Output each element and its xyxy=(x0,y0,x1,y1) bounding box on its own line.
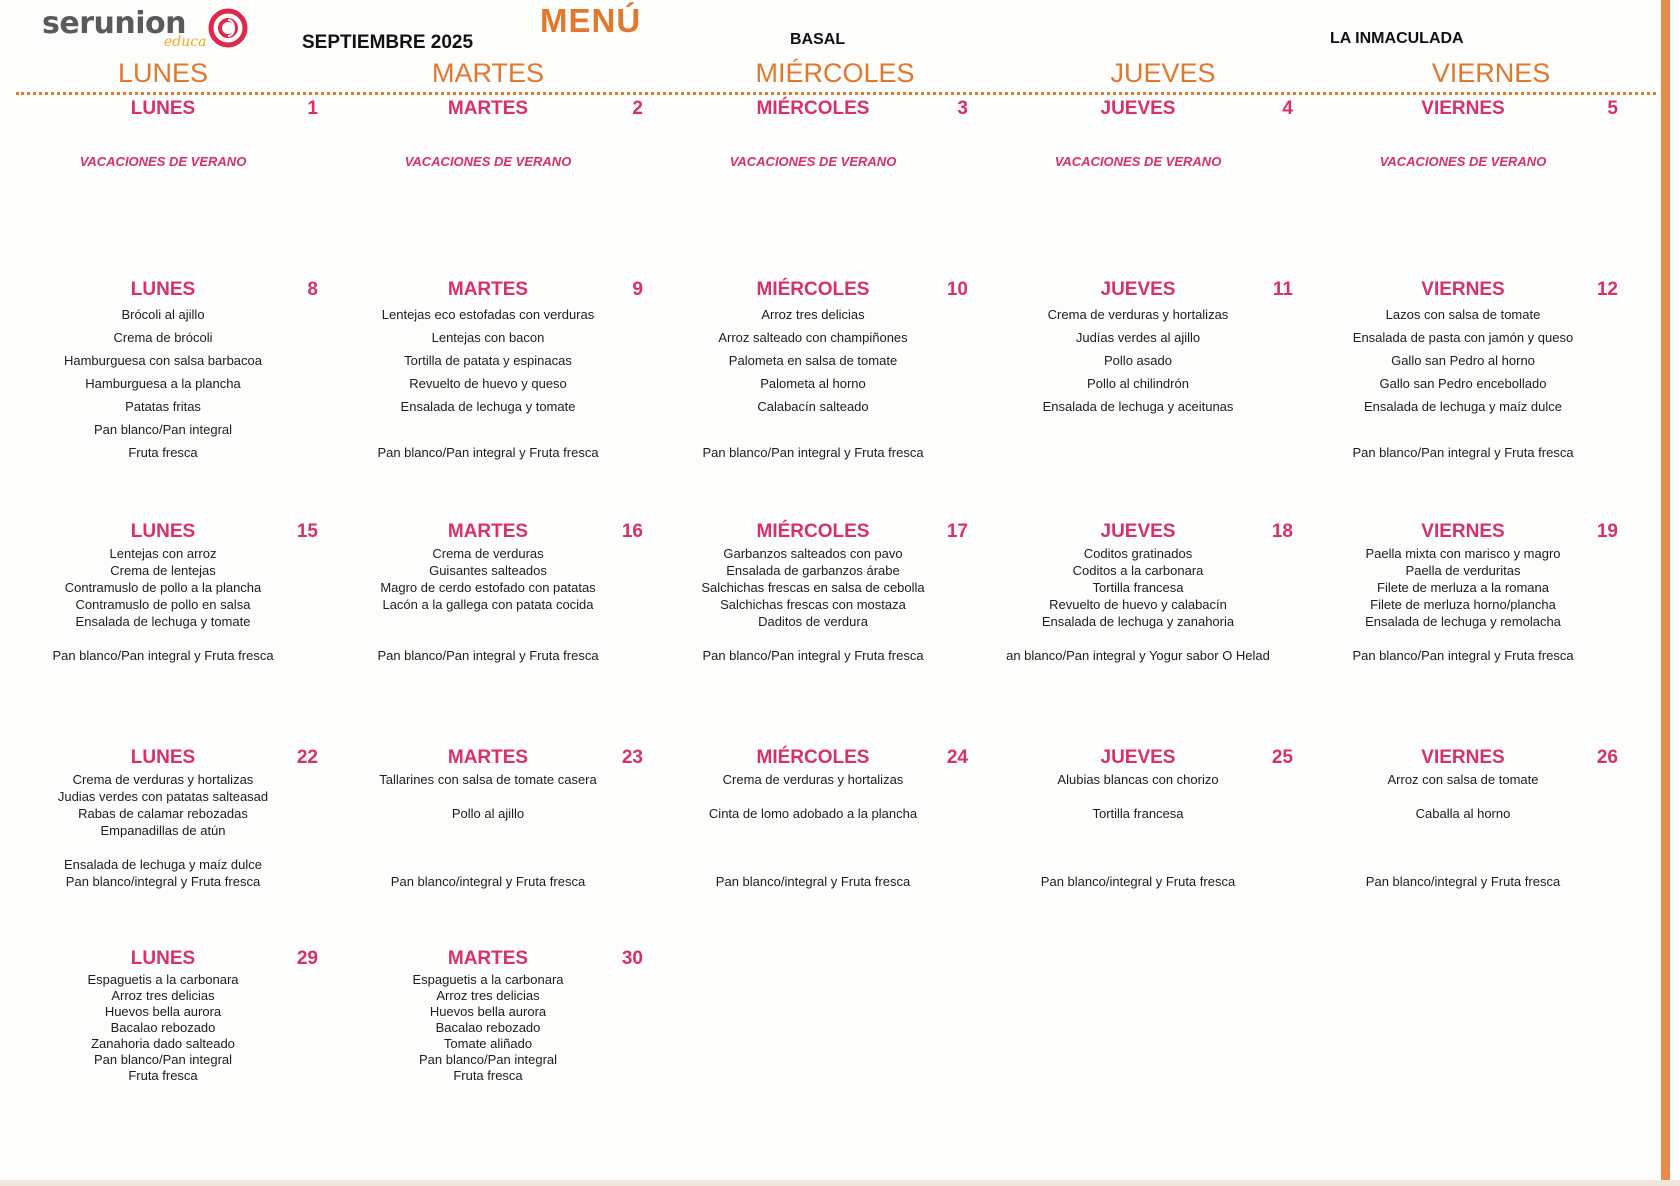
dish-item: Fruta fresca xyxy=(128,445,198,460)
dish-item xyxy=(650,822,976,839)
day-cell xyxy=(650,521,976,664)
dish-item xyxy=(975,822,1301,839)
dish-item: Pollo asado xyxy=(1104,353,1172,368)
dish-item: Pan blanco/Pan integral xyxy=(93,422,233,437)
dish-list xyxy=(650,771,976,890)
day-number: 25 xyxy=(1271,747,1293,768)
day-cell xyxy=(325,279,651,464)
day-name: JUEVES xyxy=(1100,279,1176,300)
dish-item xyxy=(1300,839,1626,856)
dish-item: Palometa al horno xyxy=(760,376,866,391)
dish-item xyxy=(325,839,651,856)
dish-item: Tortilla francesa xyxy=(1092,580,1184,595)
column-header-martes: MARTES xyxy=(431,58,545,88)
day-cell xyxy=(1300,98,1626,169)
dish-item: Cinta de lomo adobado a la plancha xyxy=(708,806,918,821)
day-number: 4 xyxy=(1282,98,1293,119)
holiday-label: VACACIONES DE VERANO xyxy=(1054,154,1222,169)
dish-item: Crema de verduras xyxy=(432,546,544,561)
dish-item: Rabas de calamar rebozadas xyxy=(78,806,248,821)
dish-item: Contramuslo de pollo a la plancha xyxy=(64,580,262,595)
dish-item: Ensalada de lechuga y tomate xyxy=(75,614,251,629)
dish-item: Pan blanco/Pan integral y Fruta fresca xyxy=(702,648,924,663)
dish-item: Revuelto de huevo y calabacín xyxy=(1049,597,1227,612)
day-cell xyxy=(1300,279,1626,464)
dish-item: Pan blanco/integral y Fruta fresca xyxy=(715,874,911,889)
day-number: 11 xyxy=(1272,279,1293,300)
dish-list xyxy=(0,303,326,464)
dish-item: Empanadillas de atún xyxy=(100,823,226,838)
dish-item: Crema de lentejas xyxy=(110,563,216,578)
dish-list xyxy=(325,972,651,1084)
day-name: LUNES xyxy=(130,948,196,969)
dish-item: Crema de verduras y hortalizas xyxy=(1047,307,1229,322)
dish-list xyxy=(325,545,651,664)
dish-item: Ensalada de pasta con jamón y queso xyxy=(1352,330,1574,345)
dish-item xyxy=(975,839,1301,856)
day-cell xyxy=(650,747,976,890)
day-number: 19 xyxy=(1596,521,1618,542)
dish-list xyxy=(1300,771,1626,890)
dish-item: Tortilla francesa xyxy=(1092,806,1184,821)
dish-list xyxy=(975,545,1301,664)
day-number: 26 xyxy=(1596,747,1618,768)
day-cell-header xyxy=(1300,279,1626,303)
dish-item: Gallo san Pedro al horno xyxy=(1391,353,1535,368)
day-cell-header xyxy=(0,948,326,972)
dish-item: Pan blanco/Pan integral y Fruta fresca xyxy=(1352,648,1574,663)
dish-item xyxy=(0,630,326,647)
dish-item: Pan blanco/Pan integral xyxy=(418,1052,558,1067)
dish-item: Pan blanco/integral y Fruta fresca xyxy=(65,874,261,889)
dish-item: Crema de verduras y hortalizas xyxy=(72,772,254,787)
day-number: 29 xyxy=(296,948,318,969)
day-name: LUNES xyxy=(130,747,196,768)
day-name: VIERNES xyxy=(1421,98,1505,119)
day-number: 1 xyxy=(307,98,318,119)
menu-type: BASAL xyxy=(790,31,846,48)
dish-item: Hamburguesa con salsa barbacoa xyxy=(63,353,262,368)
day-cell xyxy=(325,747,651,890)
day-number: 3 xyxy=(957,98,968,119)
logo-wordmark: serunion xyxy=(42,6,186,41)
day-number: 22 xyxy=(296,747,318,768)
day-name: LUNES xyxy=(130,279,196,300)
dish-item: Pan blanco/integral y Fruta fresca xyxy=(1365,874,1561,889)
dish-item: Pan blanco/integral y Fruta fresca xyxy=(390,874,586,889)
day-cell xyxy=(0,521,326,664)
day-cell xyxy=(975,98,1301,169)
dish-item xyxy=(1300,856,1626,873)
dish-item: Gallo san Pedro encebollado xyxy=(1379,376,1547,391)
dish-item: Pan blanco/Pan integral y Fruta fresca xyxy=(377,445,599,460)
dish-item: Pan blanco/Pan integral xyxy=(93,1052,233,1067)
dish-item: Fruta fresca xyxy=(128,1068,198,1083)
day-name: MIÉRCOLES xyxy=(756,521,870,542)
dish-item: Lazos con salsa de tomate xyxy=(1385,307,1541,322)
dish-item: Tortilla de patata y espinacas xyxy=(404,353,572,368)
day-cell xyxy=(0,98,326,169)
dish-item: Fruta fresca xyxy=(453,1068,523,1083)
day-cell xyxy=(0,948,326,1084)
dish-item: Garbanzos salteados con pavo xyxy=(723,546,903,561)
dish-item: Espaguetis a la carbonara xyxy=(87,972,239,987)
dish-item: Lentejas eco estofadas con verduras xyxy=(381,307,595,322)
holiday-label: VACACIONES DE VERANO xyxy=(1379,154,1547,169)
dish-item: Pan blanco/integral y Fruta fresca xyxy=(1040,874,1236,889)
dish-item: Guisantes salteados xyxy=(429,563,547,578)
dish-item: Filete de merluza a la romana xyxy=(1377,580,1549,595)
dish-item: Arroz salteado con champiñones xyxy=(718,330,908,345)
dish-item xyxy=(1300,788,1626,805)
menu-month: SEPTIEMBRE 2025 xyxy=(302,32,474,53)
day-name: MARTES xyxy=(447,948,529,969)
dish-item xyxy=(325,630,651,647)
dish-item: Ensalada de lechuga y remolacha xyxy=(1365,614,1561,629)
dish-list xyxy=(975,303,1301,418)
dish-item xyxy=(975,788,1301,805)
dish-item: Arroz tres delicias xyxy=(761,307,865,322)
column-header-lunes: LUNES xyxy=(117,58,209,88)
day-cell-header xyxy=(975,279,1301,303)
serunion-logo xyxy=(42,6,252,52)
dish-list xyxy=(1300,303,1626,464)
day-name: MIÉRCOLES xyxy=(756,747,870,768)
day-cell-header xyxy=(1300,521,1626,545)
day-number: 23 xyxy=(621,747,643,768)
day-cell-header xyxy=(325,98,651,122)
dish-item xyxy=(975,630,1301,647)
dish-item: Bacalao rebozado xyxy=(110,1020,216,1035)
dish-item: Pollo al chilindrón xyxy=(1087,376,1189,391)
holiday-label: VACACIONES DE VERANO xyxy=(404,154,572,169)
day-number: 5 xyxy=(1607,98,1618,119)
dish-list xyxy=(650,545,976,664)
day-number: 10 xyxy=(946,279,968,300)
dish-item xyxy=(325,788,651,805)
day-name: MIÉRCOLES xyxy=(756,98,870,119)
dish-item xyxy=(1300,822,1626,839)
day-name: MARTES xyxy=(447,521,529,542)
bottom-edge xyxy=(0,1180,1680,1186)
day-cell xyxy=(650,98,976,169)
dish-item: Salchichas frescas con mostaza xyxy=(720,597,906,612)
day-number: 18 xyxy=(1271,521,1293,542)
header-divider xyxy=(16,92,1656,95)
dish-item: Pan blanco/Pan integral y Fruta fresca xyxy=(702,445,924,460)
day-name: MIÉRCOLES xyxy=(756,279,870,300)
day-name: VIERNES xyxy=(1421,521,1505,542)
dish-list xyxy=(650,303,976,464)
dish-item: Pollo al ajillo xyxy=(451,806,525,821)
day-name: JUEVES xyxy=(1100,747,1176,768)
dish-item: Tallarines con salsa de tomate casera xyxy=(379,772,597,787)
day-cell-header xyxy=(325,948,651,972)
dish-item: Ensalada de lechuga y maíz dulce xyxy=(1363,399,1562,414)
dish-item: Paella de verduritas xyxy=(1405,563,1521,578)
holiday-label: VACACIONES DE VERANO xyxy=(79,154,247,169)
day-cell-header xyxy=(650,98,976,122)
day-name: JUEVES xyxy=(1100,98,1176,119)
dish-list xyxy=(325,771,651,890)
day-name: MARTES xyxy=(447,279,529,300)
dish-item: Palometa en salsa de tomate xyxy=(728,353,898,368)
dish-item: Ensalada de lechuga y maíz dulce xyxy=(63,857,262,872)
dish-list xyxy=(1300,545,1626,664)
dish-item xyxy=(975,856,1301,873)
dish-item: Tomate aliñado xyxy=(443,1036,533,1051)
dish-item: Huevos bella aurora xyxy=(429,1004,547,1019)
day-cell-header xyxy=(0,521,326,545)
day-number: 30 xyxy=(621,948,643,969)
dish-item xyxy=(650,839,976,856)
day-cell xyxy=(0,279,326,464)
day-cell-header xyxy=(650,279,976,303)
dish-list xyxy=(0,771,326,890)
dish-item: Magro de cerdo estofado con patatas xyxy=(380,580,596,595)
day-number: 2 xyxy=(632,98,643,119)
dish-item: Revuelto de huevo y queso xyxy=(409,376,567,391)
day-name: LUNES xyxy=(130,521,196,542)
page-border xyxy=(1661,0,1670,1186)
holiday-label: VACACIONES DE VERANO xyxy=(729,154,897,169)
day-cell xyxy=(0,747,326,890)
day-cell xyxy=(1300,747,1626,890)
dish-item: Ensalada de lechuga y zanahoria xyxy=(1041,614,1235,629)
dish-item xyxy=(650,788,976,805)
dish-item: Arroz con salsa de tomate xyxy=(1387,772,1539,787)
day-number: 17 xyxy=(946,521,968,542)
logo-subtitle: educa xyxy=(164,34,207,50)
dish-item: Judias verdes con patatas salteasad xyxy=(57,789,269,804)
dish-item xyxy=(325,822,651,839)
day-cell-header xyxy=(1300,98,1626,122)
dish-item: Judías verdes al ajillo xyxy=(1075,330,1201,345)
day-name: LUNES xyxy=(130,98,196,119)
dish-item: Huevos bella aurora xyxy=(104,1004,222,1019)
dish-item: Caballa al horno xyxy=(1415,806,1511,821)
day-cell-header xyxy=(325,747,651,771)
day-cell-header xyxy=(975,98,1301,122)
day-cell xyxy=(325,521,651,664)
dish-list xyxy=(325,303,651,464)
dish-item xyxy=(325,418,651,441)
dish-item: Paella mixta con marisco y magro xyxy=(1365,546,1561,561)
logo-swirl-icon xyxy=(208,8,248,48)
day-cell-header xyxy=(1300,747,1626,771)
dish-item: an blanco/Pan integral y Yogur sabor O Helad xyxy=(1006,648,1270,663)
day-number: 8 xyxy=(307,279,318,300)
day-cell xyxy=(975,747,1301,890)
day-name: MARTES xyxy=(447,747,529,768)
day-name: MARTES xyxy=(447,98,529,119)
day-cell-header xyxy=(325,279,651,303)
dish-item: Alubias blancas con chorizo xyxy=(1057,772,1219,787)
dish-list xyxy=(0,545,326,664)
dish-item: Lacón a la gallega con patata cocida xyxy=(382,597,594,612)
dish-item: Hamburguesa a la plancha xyxy=(85,376,241,391)
day-cell xyxy=(975,521,1301,664)
day-name: VIERNES xyxy=(1421,747,1505,768)
dish-item: Daditos de verdura xyxy=(758,614,868,629)
dish-item: Salchichas frescas en salsa de cebolla xyxy=(701,580,925,595)
dish-item: Lentejas con arroz xyxy=(109,546,217,561)
dish-item: Brócoli al ajillo xyxy=(121,307,205,322)
day-cell-header xyxy=(650,747,976,771)
day-number: 9 xyxy=(632,279,643,300)
dish-item xyxy=(1300,630,1626,647)
dish-item: Arroz tres delicias xyxy=(436,988,540,1003)
dish-item xyxy=(650,856,976,873)
day-cell-header xyxy=(0,279,326,303)
dish-item: Crema de verduras y hortalizas xyxy=(722,772,904,787)
dish-item: Ensalada de lechuga y aceitunas xyxy=(1042,399,1234,414)
column-header-jueves: JUEVES xyxy=(1110,58,1216,88)
dish-list xyxy=(975,771,1301,890)
dish-item: Pan blanco/Pan integral y Fruta fresca xyxy=(1352,445,1574,460)
day-number: 16 xyxy=(621,521,643,542)
dish-item: Lentejas con bacon xyxy=(431,330,545,345)
dish-item: Bacalao rebozado xyxy=(435,1020,541,1035)
day-cell-header xyxy=(975,521,1301,545)
column-header-miercoles: MIÉRCOLES xyxy=(755,58,915,88)
day-cell-header xyxy=(0,98,326,122)
dish-item xyxy=(325,613,651,630)
day-cell-header xyxy=(975,747,1301,771)
day-cell xyxy=(325,948,651,1084)
dish-item: Coditos a la carbonara xyxy=(1072,563,1204,578)
dish-item: Crema de brócoli xyxy=(113,330,213,345)
dish-item xyxy=(1300,418,1626,441)
school-name: LA INMACULADA xyxy=(1330,30,1464,47)
dish-item: Zanahoria dado salteado xyxy=(91,1036,235,1051)
menu-title: MENÚ xyxy=(540,2,642,39)
dish-item: Ensalada de garbanzos árabe xyxy=(726,563,900,578)
dish-item: Espaguetis a la carbonara xyxy=(412,972,564,987)
dish-item: Coditos gratinados xyxy=(1083,546,1193,561)
dish-list xyxy=(0,972,326,1084)
day-cell xyxy=(325,98,651,169)
dish-item xyxy=(650,418,976,441)
dish-item: Ensalada de lechuga y tomate xyxy=(400,399,576,414)
dish-item xyxy=(325,856,651,873)
dish-item: Filete de merluza horno/plancha xyxy=(1370,597,1556,612)
day-number: 15 xyxy=(296,521,318,542)
day-name: VIERNES xyxy=(1421,279,1505,300)
dish-item: Patatas fritas xyxy=(125,399,201,414)
day-number: 12 xyxy=(1596,279,1618,300)
day-cell xyxy=(975,279,1301,418)
dish-item: Calabacín salteado xyxy=(757,399,869,414)
day-name: JUEVES xyxy=(1100,521,1176,542)
dish-item: Pan blanco/Pan integral y Fruta fresca xyxy=(52,648,274,663)
dish-item xyxy=(0,839,326,856)
day-cell-header xyxy=(650,521,976,545)
day-number: 24 xyxy=(946,747,968,768)
dish-item: Arroz tres delicias xyxy=(111,988,215,1003)
day-cell-header xyxy=(0,747,326,771)
dish-item: Pan blanco/Pan integral y Fruta fresca xyxy=(377,648,599,663)
dish-item xyxy=(650,630,976,647)
dish-item: Contramuslo de pollo en salsa xyxy=(75,597,251,612)
day-cell xyxy=(650,279,976,464)
day-cell-header xyxy=(325,521,651,545)
column-header-viernes: VIERNES xyxy=(1431,58,1551,88)
day-cell xyxy=(1300,521,1626,664)
